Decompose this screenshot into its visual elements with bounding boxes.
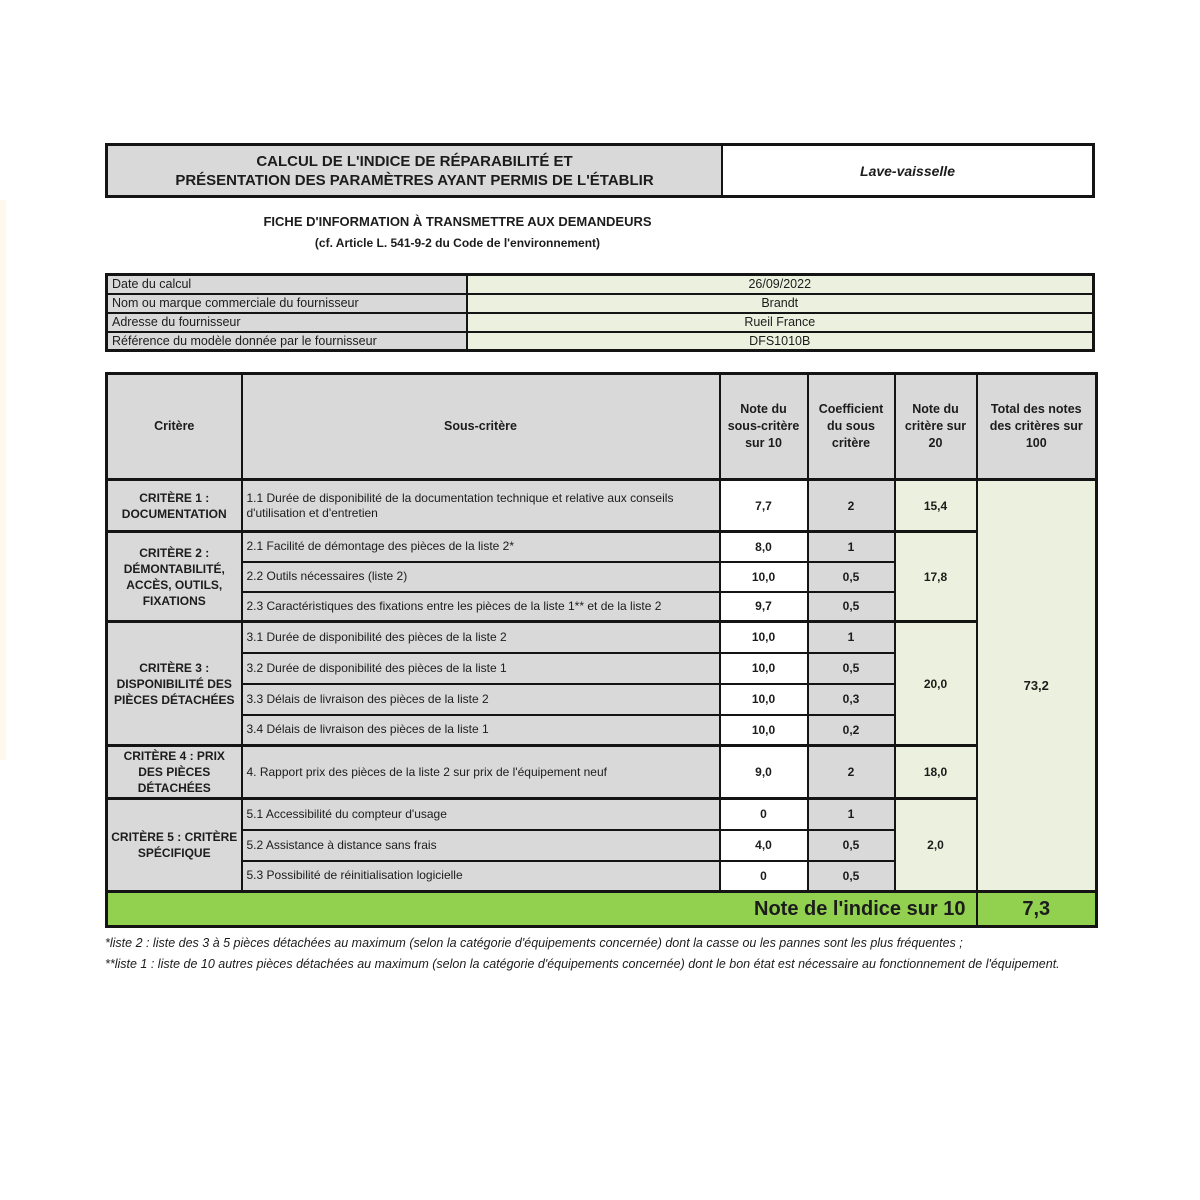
table-row [107, 532, 1097, 562]
table-row [107, 746, 1097, 799]
subcriterion-1-1-coeff: 2 [808, 480, 895, 532]
subcriterion-3-3-label: 3.3 Délais de livraison des pièces de la liste 2 [242, 684, 720, 715]
subcriterion-3-1-coeff: 1 [808, 622, 895, 653]
subcriterion-3-3-coeff: 0,3 [808, 684, 895, 715]
document-title-line2: PRÉSENTATION DES PARAMÈTRES AYANT PERMIS DE L'ÉTABLIR [175, 171, 654, 189]
subcriterion-2-2-note: 10,0 [720, 562, 808, 592]
info-label-brand: Nom ou marque commerciale du fournisseur [107, 294, 467, 313]
subcriterion-5-1-label: 5.1 Accessibilité du compteur d'usage [242, 799, 720, 830]
info-label-address: Adresse du fournisseur [107, 313, 467, 332]
criterion-5-score: 2,0 [895, 799, 977, 892]
subcriterion-3-4-coeff: 0,2 [808, 715, 895, 746]
col-header-sous-critere: Sous-critère [242, 374, 720, 480]
scan-edge-artifact [0, 200, 6, 760]
subcriterion-5-1-note: 0 [720, 799, 808, 830]
subcriterion-2-3-note: 9,7 [720, 592, 808, 622]
info-value-model: DFS1010B [467, 332, 1094, 351]
criterion-4-name: CRITÈRE 4 : PRIX DES PIÈCES DÉTACHÉES [107, 746, 242, 799]
total-score-100: 73,2 [977, 480, 1097, 892]
subcriterion-1-1-label: 1.1 Durée de disponibilité de la documentation technique et relative aux conseils d'utilisation et d'entretien [242, 480, 720, 532]
criterion-3-name: CRITÈRE 3 : DISPONIBILITÉ DES PIÈCES DÉTACHÉES [107, 622, 242, 746]
info-value-brand: Brandt [467, 294, 1094, 313]
subcriterion-5-3-coeff: 0,5 [808, 861, 895, 892]
criterion-3-score: 20,0 [895, 622, 977, 746]
criterion-5-name: CRITÈRE 5 : CRITÈRE SPÉCIFIQUE [107, 799, 242, 892]
subcriterion-3-4-label: 3.4 Délais de livraison des pièces de la liste 1 [242, 715, 720, 746]
footnote-liste2: *liste 2 : liste des 3 à 5 pièces détachées au maximum (selon la catégorie d'équipements concernée) dont la casse ou les pannes sont les plus fréquentes ; [105, 936, 963, 950]
subcriterion-4-label: 4. Rapport prix des pièces de la liste 2 sur prix de l'équipement neuf [242, 746, 720, 799]
subcriterion-3-2-label: 3.2 Durée de disponibilité des pièces de la liste 1 [242, 653, 720, 684]
subtitle-line1: FICHE D'INFORMATION À TRANSMETTRE AUX DEMANDEURS [263, 214, 652, 229]
table-row [107, 313, 1094, 332]
subcriterion-2-3-coeff: 0,5 [808, 592, 895, 622]
criteria-table [105, 372, 1098, 928]
table-row [107, 275, 1094, 294]
subcriterion-2-1-note: 8,0 [720, 532, 808, 562]
document-subtitle [105, 214, 810, 250]
final-score-value: 7,3 [977, 892, 1097, 927]
info-label-model: Référence du modèle donnée par le fournisseur [107, 332, 467, 351]
subtitle-line2: (cf. Article L. 541-9-2 du Code de l'environnement) [314, 236, 601, 250]
subcriterion-2-1-coeff: 1 [808, 532, 895, 562]
criterion-1-score: 15,4 [895, 480, 977, 532]
subcriterion-3-2-coeff: 0,5 [808, 653, 895, 684]
subcriterion-4-note: 9,0 [720, 746, 808, 799]
col-header-total-100: Total des notes des critères sur 100 [977, 374, 1097, 480]
col-header-coefficient: Coefficient du sous critère [808, 374, 895, 480]
supplier-info-table [105, 273, 1095, 352]
subcriterion-2-1-label: 2.1 Facilité de démontage des pièces de la liste 2* [242, 532, 720, 562]
table-row [107, 332, 1094, 351]
info-label-date: Date du calcul [107, 275, 467, 294]
col-header-note-sous-critere: Note du sous-critère sur 10 [720, 374, 808, 480]
table-row [107, 480, 1097, 532]
subcriterion-3-4-note: 10,0 [720, 715, 808, 746]
document-title-line1: CALCUL DE L'INDICE DE RÉPARABILITÉ ET [256, 152, 573, 170]
criterion-2-name: CRITÈRE 2 : DÉMONTABILITÉ, ACCÈS, OUTILS, FIXATIONS [107, 532, 242, 622]
info-value-address: Rueil France [467, 313, 1094, 332]
final-score-label: Note de l'indice sur 10 [107, 892, 977, 927]
subcriterion-5-2-coeff: 0,5 [808, 830, 895, 861]
footnotes [105, 933, 1095, 975]
col-header-critere: Critère [107, 374, 242, 480]
subcriterion-2-2-coeff: 0,5 [808, 562, 895, 592]
table-row [107, 799, 1097, 830]
product-category: Lave-vaisselle [723, 146, 1092, 195]
criterion-2-score: 17,8 [895, 532, 977, 622]
subcriterion-2-2-label: 2.2 Outils nécessaires (liste 2) [242, 562, 720, 592]
table-row [107, 622, 1097, 653]
subcriterion-5-1-coeff: 1 [808, 799, 895, 830]
subcriterion-5-3-label: 5.3 Possibilité de réinitialisation logicielle [242, 861, 720, 892]
subcriterion-5-3-note: 0 [720, 861, 808, 892]
subcriterion-4-coeff: 2 [808, 746, 895, 799]
criterion-4-score: 18,0 [895, 746, 977, 799]
subcriterion-2-3-label: 2.3 Caractéristiques des fixations entre les pièces de la liste 1** et de la liste 2 [242, 592, 720, 622]
table-header-row [107, 374, 1097, 480]
subcriterion-3-1-note: 10,0 [720, 622, 808, 653]
subcriterion-3-2-note: 10,0 [720, 653, 808, 684]
col-header-note-critere-20: Note du critère sur 20 [895, 374, 977, 480]
subcriterion-3-1-label: 3.1 Durée de disponibilité des pièces de la liste 2 [242, 622, 720, 653]
info-value-date: 26/09/2022 [467, 275, 1094, 294]
final-score-row [107, 892, 1097, 927]
criterion-1-name: CRITÈRE 1 : DOCUMENTATION [107, 480, 242, 532]
subcriterion-1-1-note: 7,7 [720, 480, 808, 532]
footnote-liste1: **liste 1 : liste de 10 autres pièces détachées au maximum (selon la catégorie d'équipements concernée) dont le bon état est nécessaire au fonctionnement de l'équipement. [105, 957, 1060, 971]
subcriterion-3-3-note: 10,0 [720, 684, 808, 715]
document-title [108, 146, 723, 195]
subcriterion-5-2-note: 4,0 [720, 830, 808, 861]
subcriterion-5-2-label: 5.2 Assistance à distance sans frais [242, 830, 720, 861]
table-row [107, 294, 1094, 313]
document-header [105, 143, 1095, 198]
